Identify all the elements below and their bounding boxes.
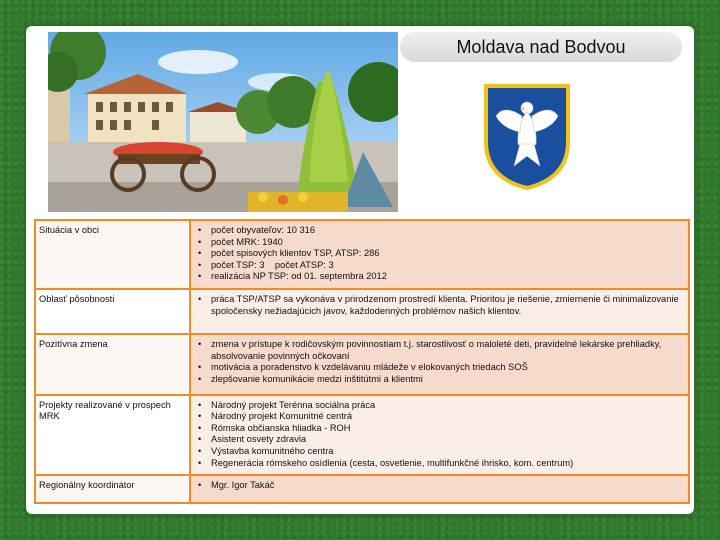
list-item: • motivácia a poradenstvo k vzdelávaniu mládeže v elokovaných triedach SOŠ: [211, 362, 684, 374]
table-row: [35, 289, 689, 334]
table-row: [35, 395, 689, 476]
row-content: [190, 220, 689, 289]
list-item: • Výstavba komunitného centra: [211, 446, 684, 458]
title-bar: [400, 32, 682, 62]
row-label: Regionálny koordinátor: [35, 475, 190, 503]
bullet-list: [195, 339, 684, 385]
list-item: • Rómska občianska hliadka - ROH: [211, 423, 684, 435]
info-table: [34, 219, 690, 504]
list-item: • realizácia NP TSP: od 01. septembra 2012: [211, 271, 684, 283]
row-label: Oblasť pôsobnosti: [35, 289, 190, 334]
list-item: • počet TSP: 3 počet ATSP: 3: [211, 260, 684, 272]
list-item: • počet MRK: 1940: [211, 237, 684, 249]
coat-of-arms-icon: [482, 82, 572, 192]
row-content: [190, 334, 689, 394]
bullet-list: [195, 480, 684, 492]
town-square-photo: [48, 32, 398, 212]
slide: [26, 26, 694, 514]
bullet-list: [195, 294, 684, 317]
list-item: • Mgr. Igor Takáč: [211, 480, 684, 492]
list-item: • Asistent osvety zdravia: [211, 434, 684, 446]
list-item: • Národný projekt Komunitné centrá: [211, 411, 684, 423]
list-item: • počet spisových klientov TSP, ATSP: 286: [211, 248, 684, 260]
row-content: [190, 475, 689, 503]
list-item: • počet obyvateľov: 10 316: [211, 225, 684, 237]
list-item: • zlepšovanie komunikácie medzi inštitútmi a klientmi: [211, 374, 684, 386]
row-content: [190, 395, 689, 476]
list-item: • práca TSP/ATSP sa vykonáva v prirodzenom prostredí klienta. Prioritou je riešenie, zmiernenie či minimalizovanie spoločensky nežiadajúcich javov, každodenných problémov našich klientov.: [211, 294, 684, 317]
row-label: Projekty realizované v prospech MRK: [35, 395, 190, 476]
row-label: Pozitívna zmena: [35, 334, 190, 394]
row-label: Situácia v obci: [35, 220, 190, 289]
page-title: Moldava nad Bodvou: [456, 36, 626, 57]
table-row: [35, 220, 689, 289]
bullet-list: [195, 400, 684, 470]
row-content: [190, 289, 689, 334]
table-row: [35, 334, 689, 394]
list-item: • Regenerácia rómskeho osídlenia (cesta, osvetlenie, multifunkčné ihrisko, kom. centrum): [211, 458, 684, 470]
list-item: • Národný projekt Terénna sociálna práca: [211, 400, 684, 412]
bullet-list: [195, 225, 684, 283]
list-item: • zmena v prístupe k rodičovským povinnostiam t.j. starostlivosť o maloleté deti, pravidelné lekárske prehliadky, absolvovanie povinných očkovaní: [211, 339, 684, 362]
table-row: [35, 475, 689, 503]
